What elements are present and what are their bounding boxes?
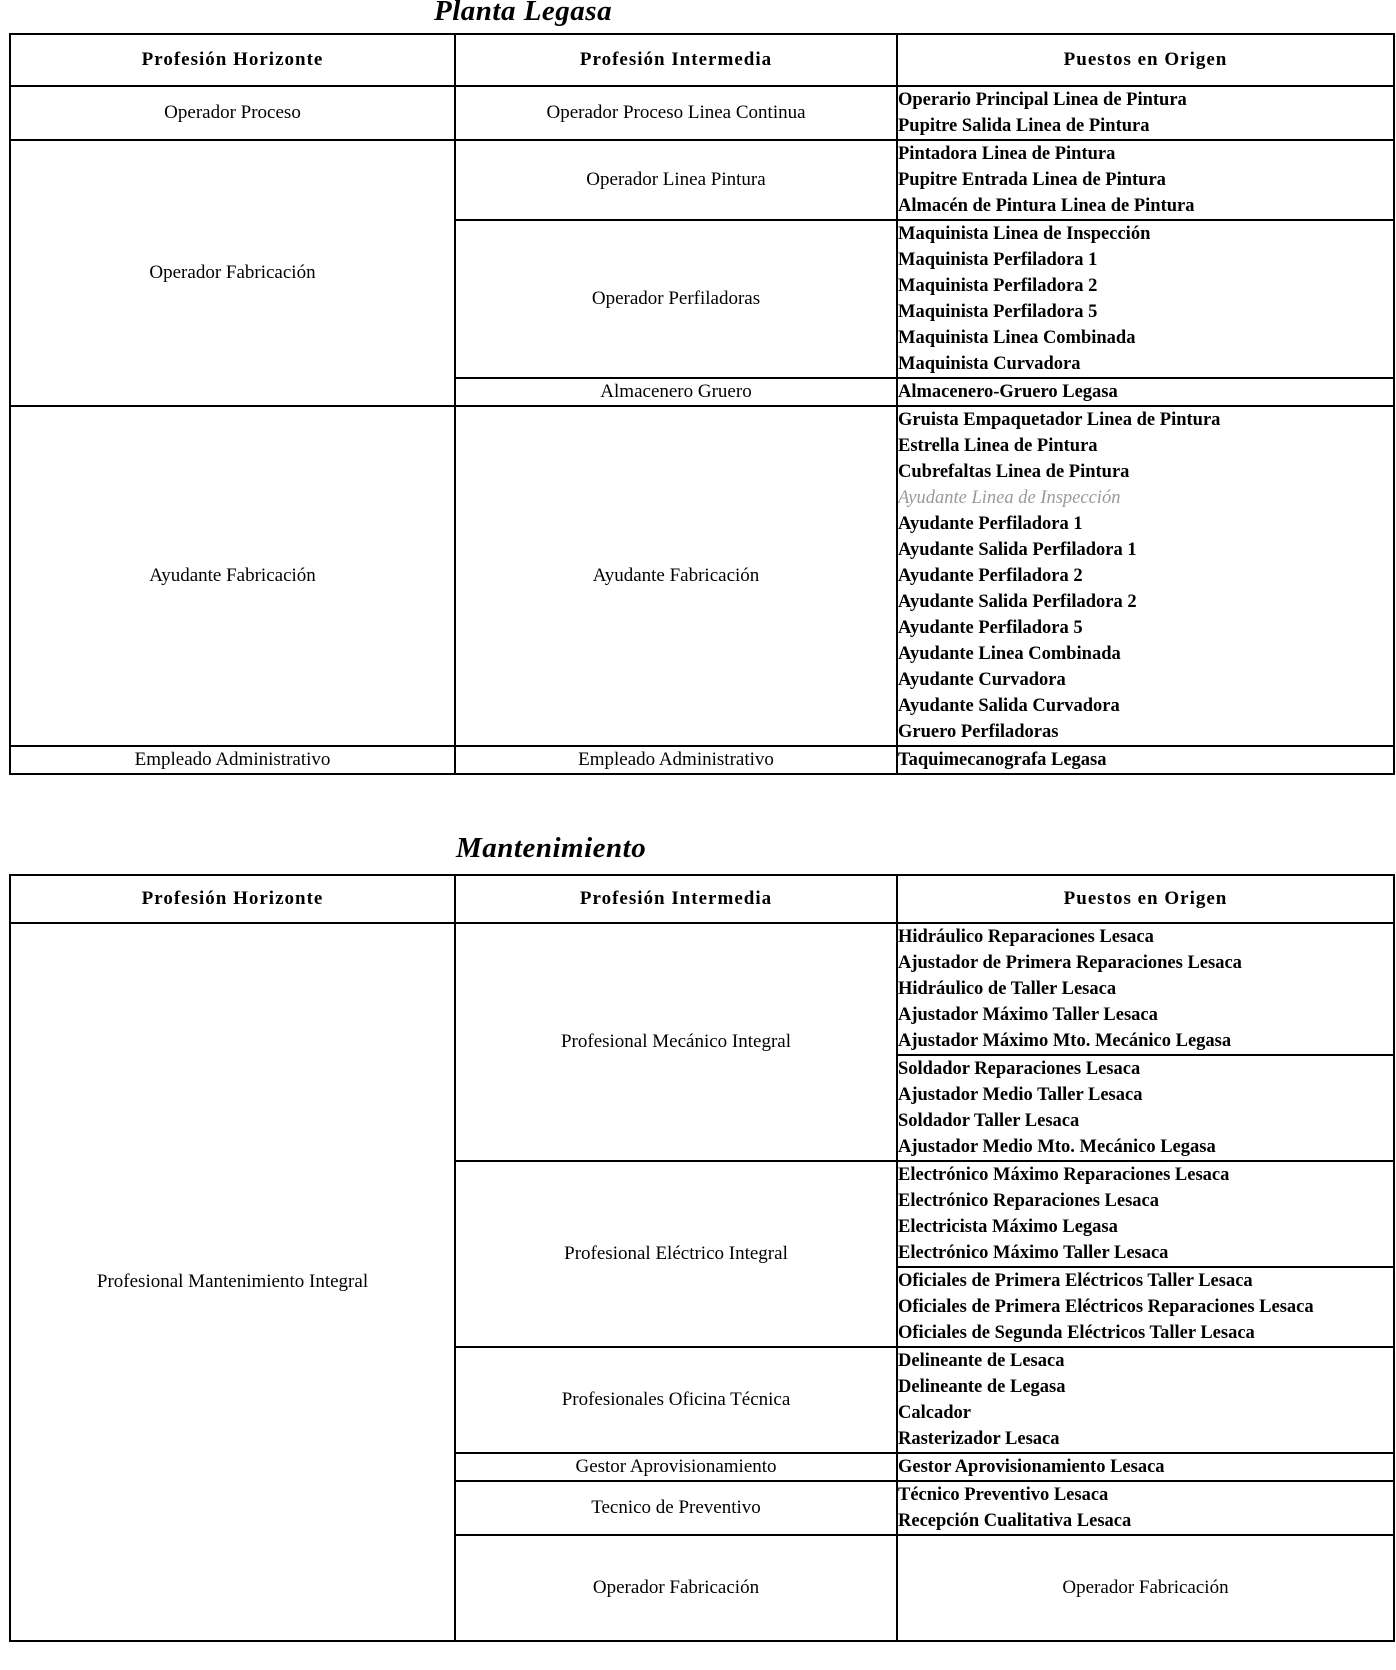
puesto-item: Ajustador de Primera Reparaciones Lesaca: [898, 953, 1242, 973]
puesto-item: Ajustador Máximo Mto. Mecánico Legasa: [898, 1031, 1232, 1051]
puesto-item: Ajustador Medio Taller Lesaca: [898, 1085, 1143, 1105]
puesto-item: Maquinista Curvadora: [898, 354, 1081, 374]
table-header-row: [10, 875, 1394, 923]
profesion-intermedia-cell: Operador Linea Pintura: [455, 140, 897, 220]
puesto-item: Ayudante Curvadora: [898, 670, 1066, 690]
puesto-item: Maquinista Linea Combinada: [898, 328, 1136, 348]
puestos-cell: [897, 1055, 1394, 1161]
puesto-item: Recepción Cualitativa Lesaca: [898, 1511, 1132, 1531]
puesto-item: Oficiales de Segunda Eléctricos Taller Lesaca: [898, 1323, 1255, 1343]
puesto-item: Pupitre Entrada Linea de Pintura: [898, 170, 1166, 190]
profesion-horizonte-cell: Profesional Mantenimiento Integral: [10, 923, 455, 1641]
puesto-item: Técnico Preventivo Lesaca: [898, 1485, 1109, 1505]
section-title-mantenimiento: Mantenimiento: [456, 832, 647, 864]
puesto-item: Hidráulico Reparaciones Lesaca: [898, 927, 1154, 947]
puesto-item: Ajustador Medio Mto. Mecánico Legasa: [898, 1137, 1216, 1157]
profesion-intermedia-cell: Tecnico de Preventivo: [455, 1481, 897, 1535]
profesion-horizonte-cell: Operador Proceso: [10, 86, 455, 140]
header-profesion-horizonte: Profesión Horizonte: [10, 875, 455, 923]
section-title-planta-legasa: Planta Legasa: [434, 0, 613, 27]
puestos-cell: [897, 378, 1394, 406]
puesto-item: Gestor Aprovisionamiento Lesaca: [898, 1457, 1165, 1477]
puestos-cell: [897, 86, 1394, 140]
puesto-item: Soldador Taller Lesaca: [898, 1111, 1080, 1131]
puesto-item: Maquinista Perfiladora 1: [898, 250, 1098, 270]
puesto-item: Oficiales de Primera Eléctricos Taller Lesaca: [898, 1271, 1253, 1291]
puesto-item: Ayudante Perfiladora 1: [898, 514, 1083, 534]
puesto-item: Almacén de Pintura Linea de Pintura: [898, 196, 1195, 216]
header-profesion-horizonte: Profesión Horizonte: [10, 34, 455, 86]
profesion-horizonte-cell: Empleado Administrativo: [10, 746, 455, 774]
puesto-item: Oficiales de Primera Eléctricos Reparaciones Lesaca: [898, 1297, 1314, 1317]
puesto-item: Estrella Linea de Pintura: [898, 436, 1098, 456]
profesion-intermedia-cell: Operador Fabricación: [897, 1535, 1394, 1641]
profesion-intermedia-cell: Profesional Mecánico Integral: [455, 923, 897, 1161]
table-header-row: [10, 34, 1394, 86]
header-puestos-en-origen: Puestos en Origen: [897, 875, 1394, 923]
puesto-item: Rasterizador Lesaca: [898, 1429, 1060, 1449]
table-row: [10, 406, 1394, 746]
puesto-item: Operario Principal Linea de Pintura: [898, 90, 1187, 110]
puesto-item: Taquimecanografa Legasa: [898, 750, 1107, 770]
table-row: [10, 746, 1394, 774]
puesto-item: Ayudante Perfiladora 5: [898, 618, 1083, 638]
puesto-item: Soldador Reparaciones Lesaca: [898, 1059, 1141, 1079]
puesto-item: Delineante de Lesaca: [898, 1351, 1065, 1371]
puesto-item: Almacenero-Gruero Legasa: [898, 382, 1118, 402]
puesto-item: Electricista Máximo Legasa: [898, 1217, 1118, 1237]
profesion-intermedia-cell: Ayudante Fabricación: [455, 406, 897, 746]
puesto-item-faded: Ayudante Linea de Inspección: [898, 488, 1121, 508]
puesto-item: Electrónico Máximo Taller Lesaca: [898, 1243, 1169, 1263]
table-row: [10, 923, 1394, 1055]
puesto-item: Ayudante Salida Curvadora: [898, 696, 1120, 716]
puesto-item: Gruista Empaquetador Linea de Pintura: [898, 410, 1221, 430]
header-puestos-en-origen: Puestos en Origen: [897, 34, 1394, 86]
puesto-item: Gruero Perfiladoras: [898, 722, 1059, 742]
puestos-cell: [897, 1267, 1394, 1347]
puesto-item: Ayudante Salida Perfiladora 1: [898, 540, 1137, 560]
profesion-horizonte-cell: Ayudante Fabricación: [10, 406, 455, 746]
puesto-item: Delineante de Legasa: [898, 1377, 1066, 1397]
puestos-cell: [897, 923, 1394, 1055]
profesion-intermedia-cell: Almacenero Gruero: [455, 378, 897, 406]
puestos-cell: [897, 1481, 1394, 1535]
puesto-item: Ayudante Perfiladora 2: [898, 566, 1083, 586]
profesion-horizonte-cell: Operador Fabricación: [455, 1535, 897, 1641]
puesto-item: Ayudante Linea Combinada: [898, 644, 1121, 664]
puestos-cell: [897, 140, 1394, 220]
puestos-cell: [897, 406, 1394, 746]
profesion-intermedia-cell: Operador Proceso Linea Continua: [455, 86, 897, 140]
table-row: [10, 140, 1394, 220]
profesion-intermedia-cell: Profesionales Oficina Técnica: [455, 1347, 897, 1453]
puestos-cell: [897, 220, 1394, 378]
puesto-item: Maquinista Perfiladora 5: [898, 302, 1098, 322]
puesto-item: Pintadora Linea de Pintura: [898, 144, 1116, 164]
profesion-intermedia-cell: Operador Perfiladoras: [455, 220, 897, 378]
planta-legasa-table: [9, 33, 1395, 775]
puesto-item: Pupitre Salida Linea de Pintura: [898, 116, 1150, 136]
puesto-item: Hidráulico de Taller Lesaca: [898, 979, 1117, 999]
header-profesion-intermedia: Profesión Intermedia: [455, 875, 897, 923]
profesion-horizonte-cell: Operador Fabricación: [10, 140, 455, 406]
puestos-cell: [897, 746, 1394, 774]
puesto-item: Ajustador Máximo Taller Lesaca: [898, 1005, 1158, 1025]
mantenimiento-table: [9, 874, 1395, 1642]
header-profesion-intermedia: Profesión Intermedia: [455, 34, 897, 86]
puesto-item: Electrónico Reparaciones Lesaca: [898, 1191, 1159, 1211]
puesto-item: Cubrefaltas Linea de Pintura: [898, 462, 1130, 482]
profesion-intermedia-cell: Gestor Aprovisionamiento: [455, 1453, 897, 1481]
puestos-cell: [897, 1453, 1394, 1481]
puesto-item: Calcador: [898, 1403, 971, 1423]
table-row: [10, 86, 1394, 140]
puesto-item: Maquinista Perfiladora 2: [898, 276, 1098, 296]
profesion-intermedia-cell: Empleado Administrativo: [455, 746, 897, 774]
profesion-intermedia-cell: Profesional Eléctrico Integral: [455, 1161, 897, 1347]
puestos-cell: [897, 1347, 1394, 1453]
puesto-item: Maquinista Linea de Inspección: [898, 224, 1151, 244]
puestos-cell: [897, 1161, 1394, 1267]
puesto-item: Ayudante Salida Perfiladora 2: [898, 592, 1137, 612]
puesto-item: Electrónico Máximo Reparaciones Lesaca: [898, 1165, 1230, 1185]
